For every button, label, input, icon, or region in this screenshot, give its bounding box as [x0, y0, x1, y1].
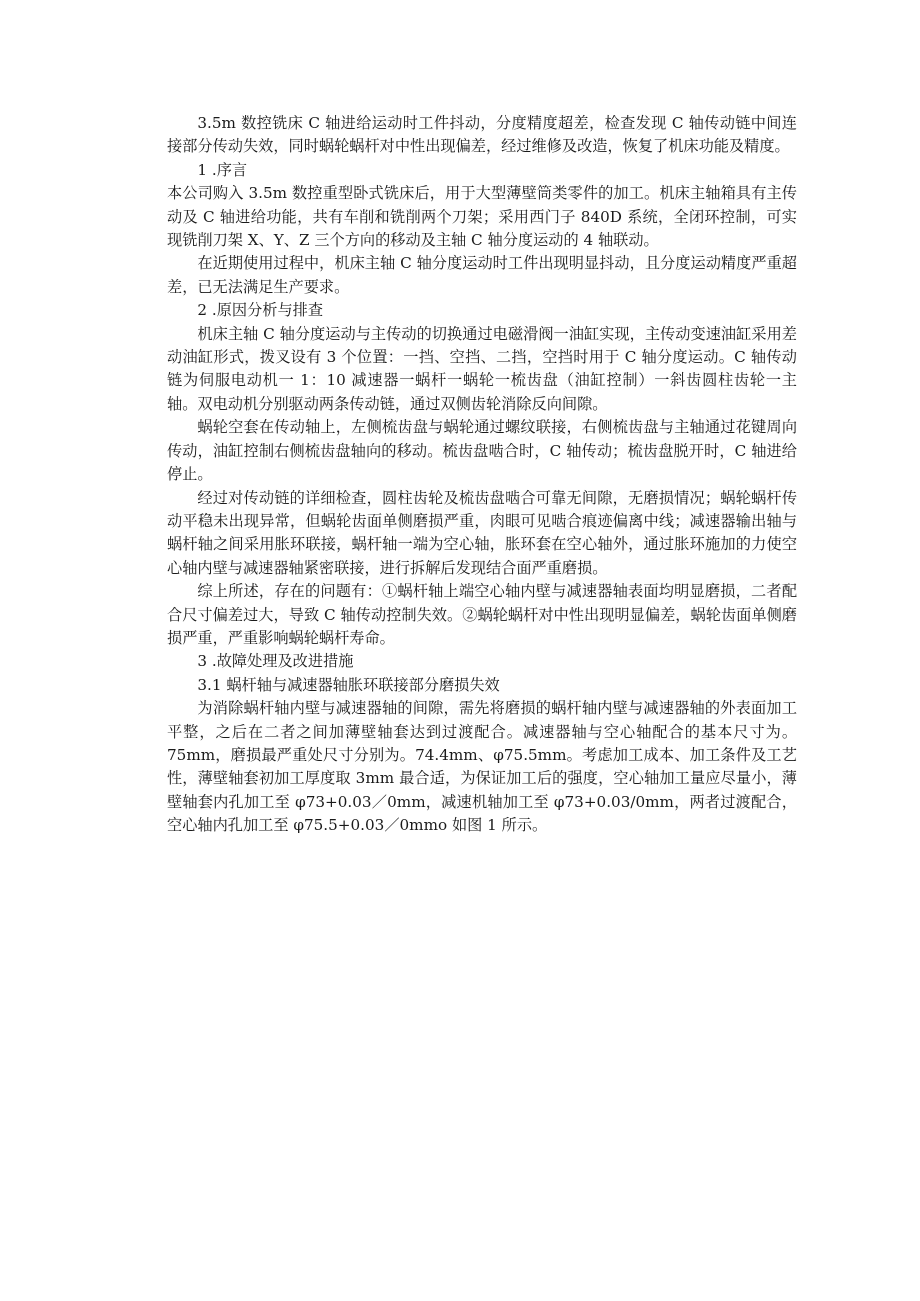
section-heading-analysis: 2 .原因分析与排查: [197, 301, 324, 320]
document-page: [167, 112, 797, 838]
body-paragraph: 经过对传动链的详细检查，圆柱齿轮及梳齿盘啮合可靠无间隙，无磨损情况；蜗轮蜗杆传动平稳未出现异常，但蜗轮齿面单侧磨损严重，肉眼可见啮合痕迹偏离中线；减速器输出轴与蜗杆轴之间采用胀环联接，蜗杆轴一端为空心轴，胀环套在空心轴外，通过胀环施加的力使空心轴内壁与减速器轴紧密联接，进行拆解后发现结合面严重磨损。: [167, 488, 797, 577]
body-paragraph: 蜗轮空套在传动轴上，左侧梳齿盘与蜗轮通过螺纹联接，右侧梳齿盘与主轴通过花键周向传动，油缸控制右侧梳齿盘轴向的移动。梳齿盘啮合时，C 轴传动；梳齿盘脱开时，C 轴进给停止。: [167, 418, 797, 484]
body-paragraph: 机床主轴 C 轴分度运动与主传动的切换通过电磁滑阀一油缸实现，主传动变速油缸采用差动油缸形式，拨叉设有 3 个位置：一挡、空挡、二挡，空挡时用于 C 轴分度运动。C 轴传动链为伺服电动机一 1：10 减速器一蜗杆一蜗轮一梳齿盘（油缸控制）一斜齿圆柱齿轮一主轴。双电动机分别驱动两条传动链，通过双侧齿轮消除反向间隙。: [167, 324, 797, 413]
body-paragraph: 综上所述，存在的问题有：①蜗杆轴上端空心轴内壁与减速器轴表面均明显磨损，二者配合尺寸偏差过大，导致 C 轴传动控制失效。②蜗轮蜗杆对中性出现明显偏差，蜗轮齿面单侧磨损严重，严重影响蜗轮蜗杆寿命。: [167, 582, 797, 647]
body-paragraph: 本公司购入 3.5m 数控重型卧式铣床后，用于大型薄壁筒类零件的加工。机床主轴箱具有主传动及 C 轴进给功能，共有车削和铣削两个刀架；采用西门子 840D 系统，全闭环控制，可实现铣削刀架 X、Y、Z 三个方向的移动及主轴 C 轴分度运动的 4 轴联动。: [167, 184, 797, 250]
section-heading-intro: 1 .序言: [197, 160, 248, 179]
subsection-heading: 3.1 蜗杆轴与减速器轴胀环联接部分磨损失效: [197, 675, 500, 694]
body-paragraph: 在近期使用过程中，机床主轴 C 轴分度运动时工件出现明显抖动，且分度运动精度严重超差，已无法满足生产要求。: [167, 254, 797, 296]
body-paragraph: 为消除蜗杆轴内壁与减速器轴的间隙，需先将磨损的蜗杆轴内壁与减速器轴的外表面加工平整，之后在二者之间加薄壁轴套达到过渡配合。减速器轴与空心轴配合的基本尺寸为。75mm，磨损最严重处尺寸分别为。74.4mm、φ75.5mm。考虑加工成本、加工条件及工艺性，薄壁轴套初加工厚度取 3mm 最合适，为保证加工后的强度，空心轴加工量应尽量小，薄壁轴套内孔加工至 φ73+0.03／0mm，减速机轴加工至 φ73+0.03/0mm，两者过渡配合，空心轴内孔加工至 φ75.5+0.03／0mmo 如图 1 所示。: [167, 699, 797, 835]
section-heading-measures: 3 .故障处理及改进措施: [197, 652, 354, 671]
abstract-paragraph: 3.5m 数控铣床 C 轴进给运动时工件抖动，分度精度超差，检查发现 C 轴传动链中间连接部分传动失效，同时蜗轮蜗杆对中性出现偏差，经过维修及改造，恢复了机床功能及精度。: [167, 114, 797, 156]
